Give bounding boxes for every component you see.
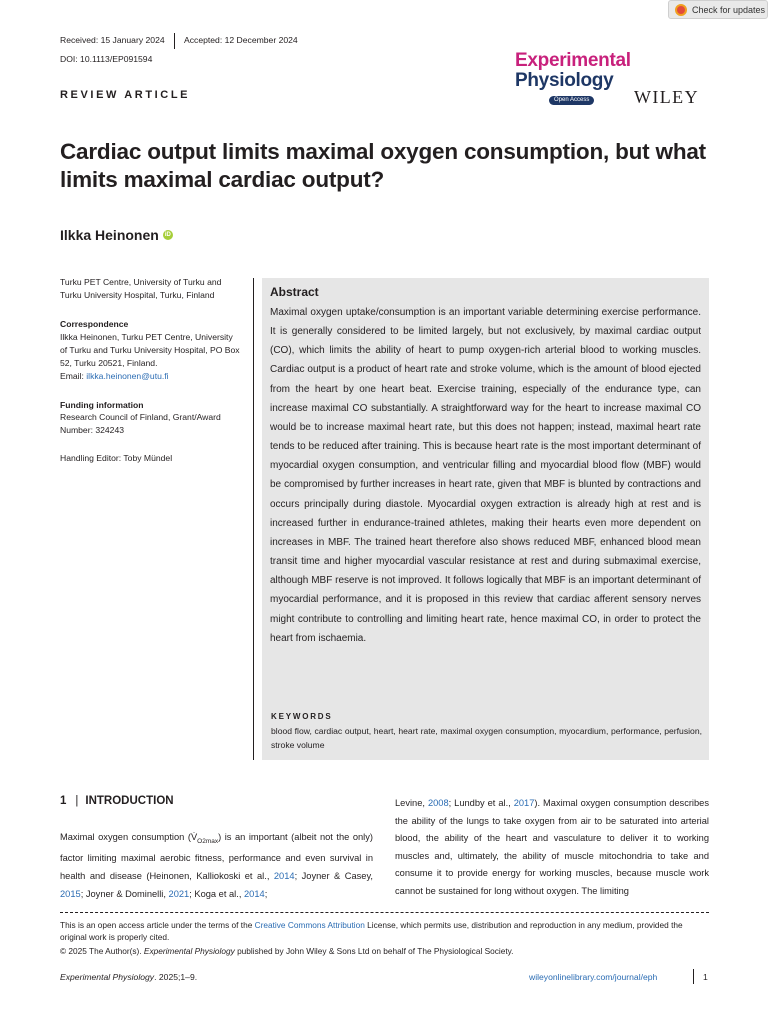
footnote-divider xyxy=(60,912,709,913)
keywords: blood flow, cardiac output, heart, heart rate, maximal oxygen consumption, myocardium, performance, perfusion, stroke volume xyxy=(271,726,702,750)
header-divider xyxy=(174,33,175,49)
funding-heading: Funding information xyxy=(60,400,144,410)
check-for-updates-label: Check for updates xyxy=(692,4,766,15)
intro-text: Levine, xyxy=(395,798,428,808)
page-number: 1 xyxy=(703,972,708,982)
citation-link[interactable]: 2014 xyxy=(244,888,265,899)
citation-link[interactable]: 2021 xyxy=(168,888,190,899)
article-title: Cardiac output limits maximal oxygen consumption, but what limits maximal cardiac output? xyxy=(60,139,706,192)
citation-footer xyxy=(60,972,197,982)
intro-paragraph-continued xyxy=(395,795,709,901)
abstract-text: Maximal oxygen uptake/consumption is an important variable determining exercise performance. It is generally considered to be limited largely, but not exclusively, by maximal cardiac output (CO), which limits the ability of heart to pump oxygen-rich arterial blood to working muscles. Cardiac output is a product of heart rate and stroke volume, which is the amount of blood ejected from the heart by one heart beat. Exercise training, especially of the endurance type, can increase maximal CO substantially. A straightforward way for the heart to increase maximal CO would be to increase maximal heart rate, but this does not happen; instead, maximal heart rate tends to be reduced after training. This is because heart rate is the most important determinant of myocardial oxygen consumption, and ventricular filling and myocardial blood flow (MBF) would be compromised by further increases in heart rate, given that MBF is blunted by contractions and occurs principally during diastole. Myocardial oxygen extraction is already high at rest and is increased further in endurance-trained athletes, making their hearts even more dependent on increases in MBF. The trained heart therefore also shows reduced MBF, enhanced blood mean transit time and higher myocardial vascular resistance at rest and during submaximal exercise, although MBF reserve is not improved. It follows logically that MBF is an important determinant of myocardial performance, and it is proposed in this review that cardiac afferent sensory nerves might contribute to controlling and limiting heart rate, hence maximal CO, in order to protect the heart from ischaemia. xyxy=(270,307,701,644)
section-separator: | xyxy=(75,795,79,807)
intro-text: ; Koga et al., xyxy=(189,888,245,899)
citation-link[interactable]: 2014 xyxy=(273,871,295,882)
abstract-divider xyxy=(253,278,254,760)
crossmark-icon xyxy=(675,4,687,16)
intro-text: ; Joyner & Casey, xyxy=(294,871,373,882)
footer-citation: . 2025;1–9. xyxy=(154,972,198,982)
intro-text: ). Maximal oxygen consumption describes the ability of the lungs to take oxygen from air to be saturated into arterial blood, the ability of the heart and vasculature to deliver it to working muscles and, ultimately, the ability of muscle mitochondria to take and consume it to provide energy for working muscles, because muscle work cannot be sustained for long without oxygen. The limiting xyxy=(395,798,709,896)
author xyxy=(60,227,173,243)
intro-paragraph xyxy=(60,829,373,903)
footer-journal: Experimental Physiology xyxy=(60,972,155,982)
intro-text: ; xyxy=(264,888,268,899)
doi[interactable]: DOI: 10.1113/EP091594 xyxy=(60,54,153,64)
license-note xyxy=(60,919,709,943)
section-heading xyxy=(60,795,174,807)
copyright-journal: Experimental Physiology xyxy=(143,946,235,956)
email-label: Email: xyxy=(60,371,87,381)
received-date: Received: 15 January 2024 xyxy=(60,35,165,45)
open-access-badge: Open Access xyxy=(549,96,594,105)
orcid-icon[interactable]: iD xyxy=(164,232,171,238)
copyright-text: © 2025 The Author(s). xyxy=(60,946,144,956)
journal-logo-line2: Physiology xyxy=(515,70,614,91)
correspondence xyxy=(60,331,242,383)
affiliation: Turku PET Centre, University of Turku and Turku University Hospital, Turku, Finland xyxy=(60,277,222,300)
citation-link[interactable]: 2017 xyxy=(513,798,535,808)
correspondence-heading: Correspondence xyxy=(60,319,129,329)
intro-text: Maximal oxygen consumption (V̇ xyxy=(60,832,198,842)
citation-link[interactable]: 2015 xyxy=(60,888,81,899)
copyright-note xyxy=(60,945,709,957)
intro-text: ; Joyner & Dominelli, xyxy=(80,888,169,899)
journal-url[interactable]: wileyonlinelibrary.com/journal/eph xyxy=(529,972,658,982)
license-link[interactable]: Creative Commons Attribution xyxy=(254,920,365,930)
article-type: REVIEW ARTICLE xyxy=(60,89,191,101)
vo2max-subscript: O2max xyxy=(197,837,219,845)
citation-link[interactable]: 2008 xyxy=(427,798,449,808)
copyright-text: published by John Wiley & Sons Ltd on behalf of The Physiological Society. xyxy=(234,946,514,956)
handling-editor: Handling Editor: Toby Mündel xyxy=(60,453,173,463)
publisher-logo: WILEY xyxy=(634,87,699,107)
license-text: This is an open access article under the terms of the xyxy=(60,920,255,930)
abstract-heading: Abstract xyxy=(270,285,319,299)
section-title: INTRODUCTION xyxy=(85,795,174,807)
accepted-date: Accepted: 12 December 2024 xyxy=(184,35,298,45)
author-name[interactable]: Ilkka Heinonen xyxy=(60,227,159,243)
footer-divider xyxy=(693,969,694,984)
section-number: 1 xyxy=(60,795,67,807)
journal-logo-line1: Experimental xyxy=(515,50,631,71)
license-text: License, which permits use, distribution and reproduction in any medium, provided the original work is properly cited. xyxy=(60,920,683,942)
intro-text: ) is an important (albeit not the only) factor limiting maximal aerobic fitness, performance and even survival in health and disease (Heinonen, Kalliokoski et al., xyxy=(60,832,373,882)
intro-text: ; Lundby et al., xyxy=(448,798,514,808)
email-link[interactable]: ilkka.heinonen@utu.fi xyxy=(86,371,169,381)
check-for-updates-button[interactable] xyxy=(668,0,768,19)
correspondence-address: Ilkka Heinonen, Turku PET Centre, University of Turku and Turku University Hospital, PO Box 52, Turku 20521, Finland. xyxy=(60,332,240,368)
funding-info: Research Council of Finland, Grant/Award Number: 324243 xyxy=(60,412,221,435)
keywords-heading: KEYWORDS xyxy=(271,712,333,721)
